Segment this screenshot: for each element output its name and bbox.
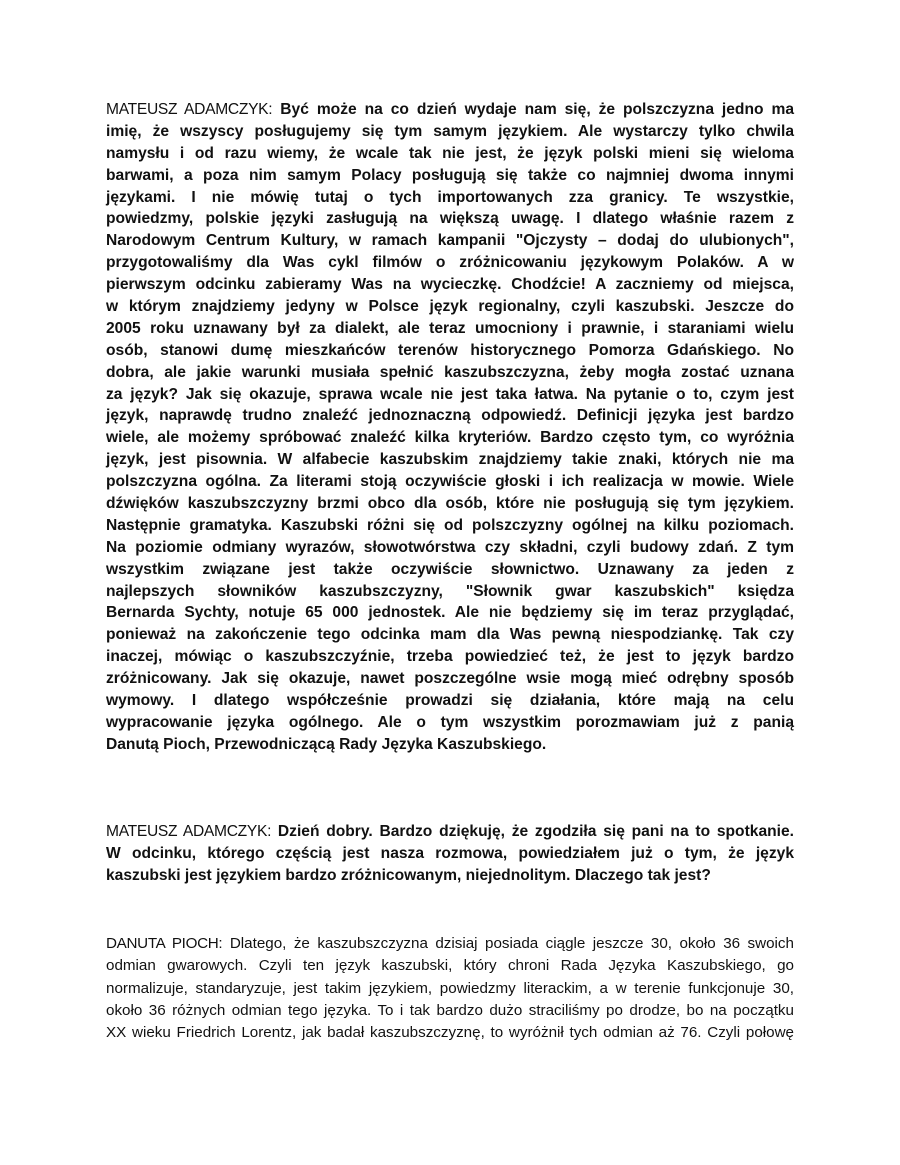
text-line: Bernarda Sychty, notuje 65 000 jednostek. Ale nie będziemy się im teraz przyglądać,: [106, 604, 794, 622]
text-line: dźwięków kaszubszczyzny brzmi obco dla osób, które nie posługują się tym językiem.: [106, 495, 794, 513]
text-line: kaszubski jest językiem bardzo zróżnicowanym, niejednolitym. Dlaczego tak jest?: [106, 866, 711, 884]
text-line: Danutą Pioch, Przewodniczącą Rady Języka Kaszubskiego.: [106, 735, 547, 753]
text-line: język, naprawdę trudno znaleźć jednoznaczną odpowiedź. Definicji języka jest bardzo: [106, 407, 794, 425]
text-line: wiele, ale możemy spróbować znaleźć kilka kryteriów. Bardzo często tym, co wyróżnia: [106, 429, 794, 447]
text-line: barwami, a poza nim samym Polacy posługują się także co najmniej dwoma innymi: [106, 166, 794, 184]
paragraph-mateusz-question: [106, 821, 794, 887]
text-line: ponieważ na zakończenie tego odcinka mam dla Was pewną niespodziankę. Tak czy: [106, 626, 794, 644]
text-line: odmian gwarowych. Czyli ten język kaszubski, który chroni Rada Języka Kaszubskiego, go: [106, 957, 794, 975]
text-line: Na poziomie odmiany wyrazów, słowotwórstwa czy składni, czyli budowy zdań. Z tym: [106, 538, 795, 556]
text-line: Następnie gramatyka. Kaszubski różni się od polszczyzny ogólnej na kilku poziomach.: [106, 516, 794, 534]
paragraph-mateusz-intro: [106, 99, 794, 756]
text-line: W odcinku, którego częścią jest nasza rozmowa, powiedziałem już o tym, że język: [106, 844, 794, 862]
text-line: w którym znajdziemy jedyny w Polsce język regionalny, czyli kaszubski. Jeszcze do: [106, 298, 794, 316]
text-line: wszystkim związane jest także oczywiście słownictwo. Uznawany za jeden z: [106, 560, 794, 578]
text-line: XX wieku Friedrich Lorentz, jak badał kaszubszczyznę, to wyróżnił tych odmian aż 76. Czyli połowę: [106, 1024, 794, 1042]
text-line: normalizuje, standaryzuje, jest takim językiem, powiedzmy literackim, a w terenie funkcjonuje 30,: [106, 979, 794, 997]
text-line: powiedzmy, polskie języki zasługują na większą uwagę. I dlatego właśnie razem z: [106, 210, 794, 228]
line-text: Być może na co dzień wydaje nam się, że polszczyzna jedno ma: [280, 101, 794, 118]
text-line: [106, 99, 794, 121]
text-line: dobra, ale jakie warunki musiała spełnić kaszubszczyzna, żeby mogła zostać uznana: [106, 363, 794, 381]
text-line: osób, stanowi dumę mieszkańców terenów historycznego Pomorza Gdańskiego. No: [106, 341, 794, 359]
text-line: pierwszym odcinku zabieramy Was na wycieczkę. Chodźcie! A zaczniemy od miejsca,: [106, 276, 794, 294]
paragraph-danuta-answer: [106, 933, 794, 1044]
text-line: inaczej, mówiąc o kaszubszczyźnie, trzeba powiedzieć też, że jest to język bardzo: [106, 648, 795, 666]
speaker-label: DANUTA PIOCH:: [106, 935, 223, 952]
text-line: za język? Jak się okazuje, sprawa wcale nie jest taka łatwa. Na pytanie o to, czym jest: [106, 385, 794, 403]
line-text: Dzień dobry. Bardzo dziękuję, że zgodziła się pani na to spotkanie.: [277, 823, 794, 840]
speaker-label: MATEUSZ ADAMCZYK:: [106, 823, 272, 840]
text-line: przygotowaliśmy dla Was cykl filmów o zróżnicowaniu językowym Polaków. A w: [106, 254, 794, 272]
text-line: wypracowanie języka ogólnego. Ale o tym wszystkim porozmawiam już z panią: [106, 713, 794, 731]
text-line: zróżnicowany. Jak się okazuje, nawet poszczególne wsie mogą mieć odrębny sposób: [106, 670, 794, 688]
text-line: 2005 roku uznawany był za dialekt, ale teraz umocniony i prawnie, i staraniami wielu: [106, 319, 794, 337]
line-text: Dlatego, że kaszubszczyzna dzisiaj posiada ciągle jeszcze 30, około 36 swoich: [229, 935, 794, 952]
text-line: [106, 821, 794, 843]
text-line: wymowy. I dlatego współcześnie prowadzi się działania, które mają na celu: [106, 692, 794, 710]
text-line: około 36 różnych odmian tego języka. To i tak bardzo dużo straciliśmy po drodze, bo na początku: [106, 1001, 794, 1019]
text-line: Narodowym Centrum Kultury, w ramach kampanii "Ojczysty – dodaj do ulubionych",: [106, 232, 794, 250]
text-line: polszczyzna ogólna. Za literami stoją oczywiście głoski i ich realizacja w mowie. Wiele: [106, 473, 794, 491]
text-line: namysłu i od razu wiemy, że wcale tak nie jest, że język polski mieni się wieloma: [106, 144, 794, 162]
text-line: językami. I nie mówię tutaj o tych importowanych zza granicy. Te wszystkie,: [106, 188, 794, 206]
text-line: najlepszych słowników kaszubszczyzny, "Słownik gwar kaszubskich" księdza: [106, 582, 794, 600]
text-line: [106, 933, 794, 955]
speaker-label: MATEUSZ ADAMCZYK:: [106, 101, 273, 118]
text-line: język, jest pisownia. W alfabecie kaszubskim znajdziemy takie znaki, których nie ma: [106, 451, 794, 469]
text-line: imię, że wszyscy posługujemy się tym samym językiem. Ale wystarczy tylko chwila: [106, 122, 794, 140]
